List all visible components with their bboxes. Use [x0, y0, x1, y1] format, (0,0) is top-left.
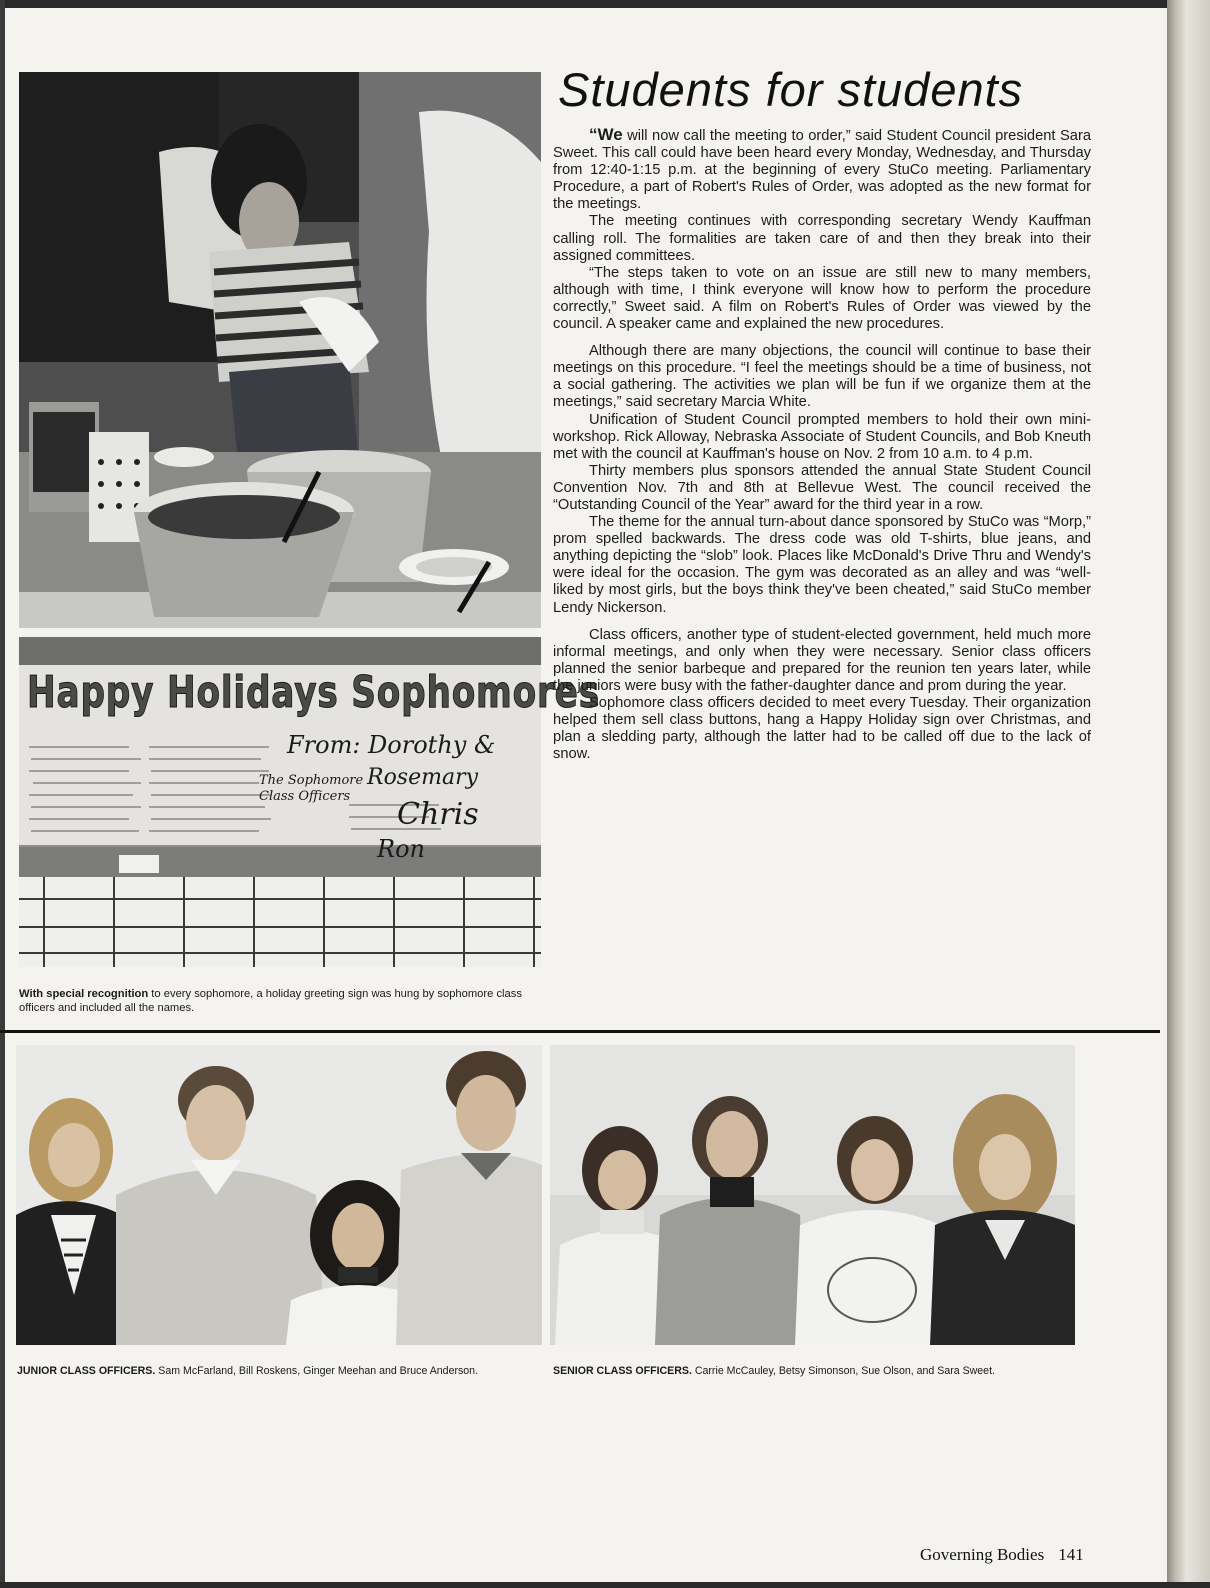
- page-headline: Students for students: [558, 63, 1024, 116]
- article-paragraph-1: [553, 126, 1091, 213]
- article-lead-word: “We: [589, 125, 623, 144]
- senior-officers-caption-lead: SENIOR CLASS OFFICERS.: [553, 1365, 692, 1377]
- article-body: [553, 126, 1091, 763]
- sign-line-ron: Ron: [377, 835, 425, 863]
- article-paragraph-3: “The steps taken to vote on an issue are still new to many members, although with time, I think everyone will know how to perform the procedure correctly,” Sweet said. A film on Robert's Rules of Order was viewed by the council. A speaker came and explained the new procedures.: [553, 264, 1091, 333]
- page-binding-edge: [1167, 0, 1210, 1588]
- senior-officers-photo: [550, 1045, 1075, 1345]
- article-paragraph-5: Unification of Student Council prompted members to hold their own mini-workshop. Rick Alloway, Nebraska Associate of Student Councils, and Bob Kneuth met with the council at Kauffman's house on Nov. 2 from 10 a.m. to 4 p.m.: [553, 411, 1091, 462]
- page-footer: [920, 1545, 1098, 1565]
- article-paragraph-6: Thirty members plus sponsors attended the annual State Student Council Convention Nov. 7th and 8th at Bellevue West. The council received the “Outstanding Council of the Year” award for the third year in a row.: [553, 462, 1091, 513]
- kitchen-photo: [19, 72, 541, 628]
- article-paragraph-1-text: will now call the meeting to order,” said Student Council president Sara Sweet. This call could have been heard every Monday, Wednesday, and Thursday from 12:40-1:15 p.m. at the beginning of every StuCo meeting. Parliamentary Procedure, a part of Robert's Rules of Order, was adopted as the new format for the meetings.: [553, 128, 1091, 213]
- article-paragraph-7: The theme for the annual turn-about dance sponsored by StuCo was “Morp,” prom spelled backwards. The dress code was old T-shirts, blue jeans, and anything depicting the “slob” look. Places like McDonald's Drive Thru and Wendy's were ideal for the occasion. The gym was decorated as an alley and was “well-liked by most girls, but the boys think they've been cheated,” said StuCo member Lendy Nickerson.: [553, 514, 1091, 616]
- page-bottom-border: [0, 1582, 1210, 1588]
- holiday-sign-caption-text: to every sophomore, a holiday greeting sign was hung by sophomore class officers and included all the names.: [19, 988, 522, 1014]
- senior-officers-caption: [553, 1365, 1075, 1379]
- junior-officers-caption: [17, 1365, 537, 1379]
- junior-officers-caption-text: Sam McFarland, Bill Roskens, Ginger Meehan and Bruce Anderson.: [155, 1365, 479, 1377]
- footer-section-name: Governing Bodies: [920, 1545, 1045, 1564]
- sign-line-happy-holidays: Happy Holidays Sophomores: [27, 667, 600, 718]
- junior-officers-photo: [16, 1045, 542, 1345]
- holiday-sign-caption-lead: With special recognition: [19, 988, 149, 1000]
- section-divider: [0, 1030, 1160, 1033]
- sign-line-chris: Chris: [397, 797, 479, 832]
- footer-page-number: 141: [1058, 1545, 1084, 1564]
- junior-officers-caption-lead: JUNIOR CLASS OFFICERS.: [17, 1365, 156, 1377]
- page-left-border: [0, 0, 5, 1588]
- article-paragraph-9: Sophomore class officers decided to meet every Tuesday. Their organization helped them sell class buttons, hang a Happy Holiday sign over Christmas, and plan a sledding party, although the latter had to be called off due to the lack of snow.: [553, 695, 1091, 763]
- holiday-sign-photo: [19, 637, 600, 967]
- sign-line-from: From: Dorothy &: [287, 731, 496, 759]
- sign-line-rosemary: Rosemary: [367, 765, 479, 790]
- holiday-sign-caption: [19, 988, 541, 1015]
- senior-officers-caption-text: Carrie McCauley, Betsy Simonson, Sue Olson, and Sara Sweet.: [691, 1365, 995, 1377]
- article-paragraph-8: Class officers, another type of student-elected government, held much more informal meetings, and only when they were necessary. Senior class officers planned the senior barbeque and prepared for the reunion ten years later, while the juniors were busy with the father-daughter dance and prom during the year.: [553, 626, 1091, 694]
- article-paragraph-4: Although there are many objections, the council will continue to base their meetings on this procedure. “I feel the meetings should be a time of business, not a social gathering. The activities we plan will be fun if we organize them at the meetings,” said secretary Marcia White.: [553, 343, 1091, 411]
- page-top-border: [0, 0, 1210, 8]
- sign-line-class-officers: The Sophomore Class Officers: [259, 773, 364, 804]
- article-paragraph-2: The meeting continues with corresponding secretary Wendy Kauffman calling roll. The formalities are taken care of and then they break into their assigned committees.: [553, 213, 1091, 264]
